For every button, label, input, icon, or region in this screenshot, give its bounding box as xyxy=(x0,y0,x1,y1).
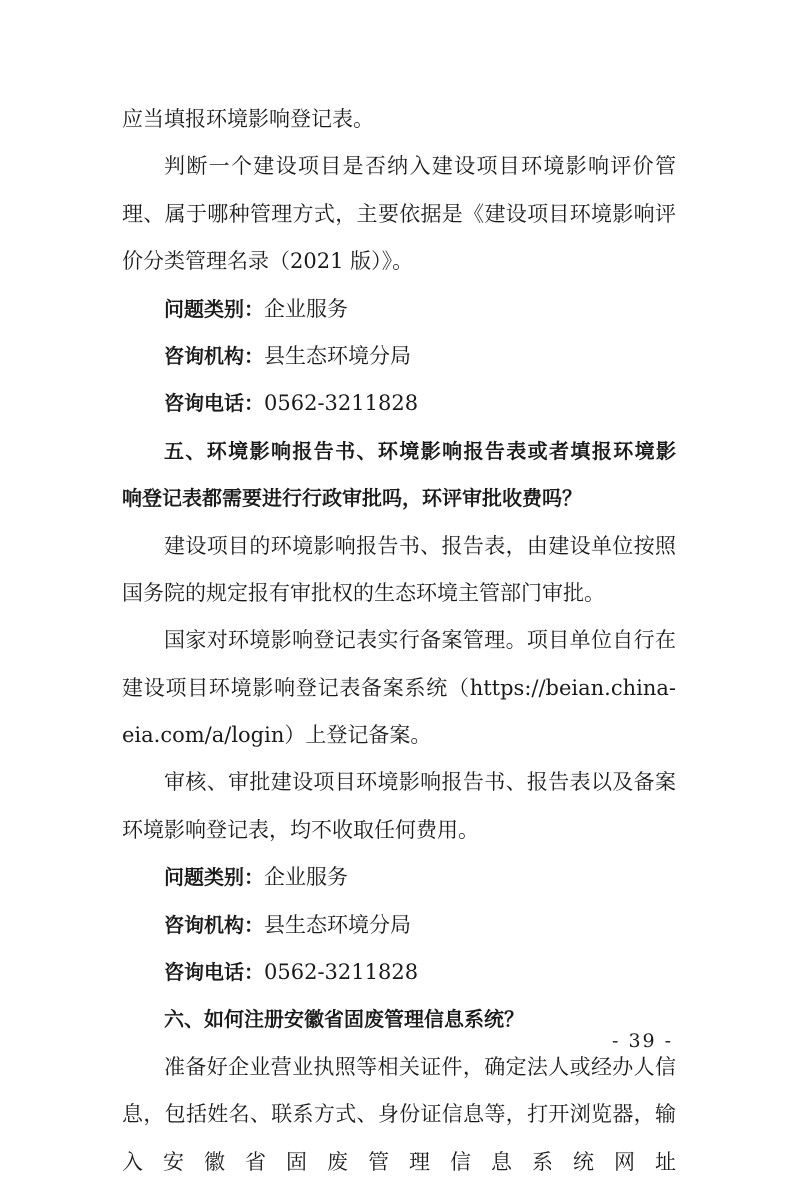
consulting-phone-row xyxy=(122,949,676,996)
consulting-phone-value: 0562-3211828 xyxy=(264,391,419,416)
paragraph-line: 环境影响登记表，均不收取任何费用。 xyxy=(122,817,479,842)
consulting-phone-label: 咨询电话： xyxy=(164,960,264,985)
consulting-org-value: 县生态环境分局 xyxy=(264,343,411,368)
paragraph-line: 息，包括姓名、联系方式、身份证信息等，打开浏览器，输 xyxy=(122,1102,676,1127)
question-category-row xyxy=(122,286,676,333)
paragraph-line: 审核、审批建设项目环境影响报告书、报告表以及备案 xyxy=(164,770,676,795)
question-category-row xyxy=(122,854,676,901)
paragraph-line: 判断一个建设项目是否纳入建设项目环境影响评价管 xyxy=(164,154,676,179)
paragraph-line: 入安徽省固废管理信息系统网址 xyxy=(122,1149,676,1174)
consulting-org-label: 咨询机构： xyxy=(164,343,264,368)
paragraph-line: 应当填报环境影响登记表。 xyxy=(122,107,374,131)
consulting-org-row xyxy=(122,902,676,949)
paragraph-line: 国家对环境影响登记表实行备案管理。项目单位自行在 xyxy=(164,628,676,653)
paragraph-line: 建设项目环境影响登记表备案系统（https://beian.china- xyxy=(122,675,676,700)
question-category-label: 问题类别： xyxy=(164,296,264,321)
page-number: - 39 - xyxy=(612,1030,674,1052)
question-heading: 五、环境影响报告书、环境影响报告表或者填报环境影 xyxy=(164,438,676,463)
question-category-value: 企业服务 xyxy=(264,296,348,321)
question-heading: 六、如何注册安徽省固废管理信息系统？ xyxy=(164,1007,524,1032)
consulting-org-label: 咨询机构： xyxy=(164,912,264,937)
consulting-org-value: 县生态环境分局 xyxy=(264,912,411,937)
question-category-label: 问题类别： xyxy=(164,865,264,890)
paragraph-line: 价分类管理名录（2021 版）》。 xyxy=(122,249,414,274)
paragraph-line: 准备好企业营业执照等相关证件，确定法人或经办人信 xyxy=(164,1054,676,1079)
paragraph-line: 理、属于哪种管理方式，主要依据是《建设项目环境影响评 xyxy=(122,201,676,226)
question-heading: 响登记表都需要进行行政审批吗，环评审批收费吗？ xyxy=(122,486,582,511)
consulting-phone-label: 咨询电话： xyxy=(164,391,264,416)
paragraph-line: 建设项目的环境影响报告书、报告表，由建设单位按照 xyxy=(164,533,676,558)
question-category-value: 企业服务 xyxy=(264,865,348,890)
paragraph-line: eia.com/a/login）上登记备案。 xyxy=(122,723,432,748)
consulting-phone-row xyxy=(122,380,676,427)
consulting-phone-value: 0562-3211828 xyxy=(264,960,419,985)
document-body xyxy=(122,96,676,1186)
paragraph-line: 国务院的规定报有审批权的生态环境主管部门审批。 xyxy=(122,580,605,605)
consulting-org-row xyxy=(122,333,676,380)
